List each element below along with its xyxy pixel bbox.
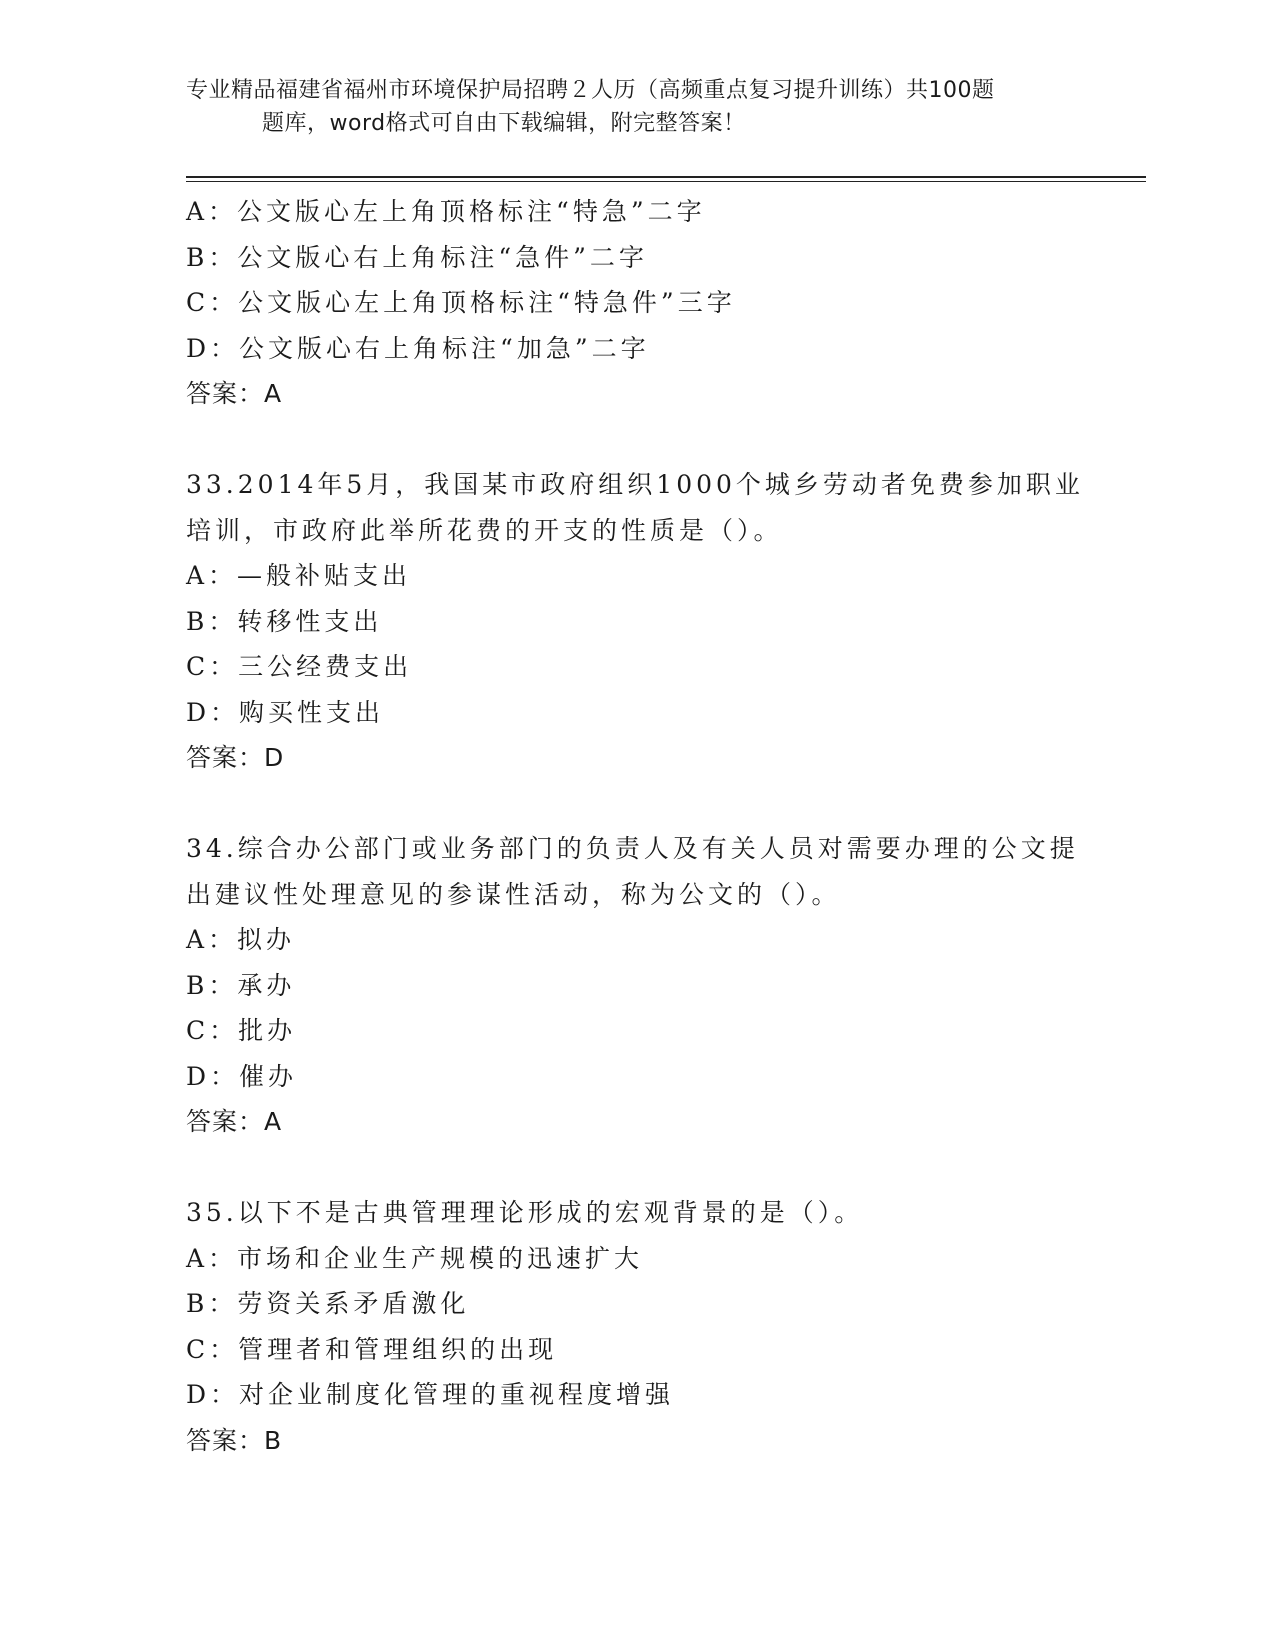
option-d: D：催办 (186, 1061, 298, 1091)
question-block-34 (186, 826, 1086, 1145)
question-text-line: 35.以下不是古典管理理论形成的宏观背景的是（）。 (186, 1198, 864, 1227)
answer-line: 答案：A (186, 1107, 283, 1136)
answer-line: 答案：B (186, 1425, 283, 1455)
question-text-line: 出建议性处理意见的参谋性活动，称为公文的（）。 (186, 879, 841, 909)
header-title-line2: 题库，word格式可自由下载编辑，附完整答案！ (262, 111, 746, 136)
question-block-35 (186, 1190, 1086, 1463)
header-title-line1: 专业精品福建省福州市环境保护局招聘２人历（高频重点复习提升训练）共100题 (186, 78, 995, 103)
option-c: C：三公经费支出 (186, 652, 413, 681)
header-rule-thick (186, 176, 1146, 178)
question-block-33 (186, 462, 1086, 781)
option-a: A：拟办 (186, 925, 296, 954)
document-header (186, 74, 1086, 140)
option-c: C：管理者和管理组织的出现 (186, 1334, 558, 1364)
option-a: A：—般补贴支出 (186, 561, 412, 590)
option-b: B：公文版心右上角标注“急件”二字 (186, 242, 648, 272)
question-text-line: 34.综合办公部门或业务部门的负责人及有关人员对需要办理的公文提 (186, 834, 1079, 863)
question-list (186, 189, 1086, 1463)
option-d: D：对企业制度化管理的重视程度增强 (186, 1380, 675, 1409)
option-b: B：转移性支出 (186, 606, 383, 636)
question-text-line: 培训，市政府此举所花费的开支的性质是（）。 (186, 515, 783, 545)
question-block-32-continued (186, 189, 1086, 417)
option-d: D：购买性支出 (186, 697, 385, 727)
option-c: C：批办 (186, 1016, 297, 1045)
option-a: A：市场和企业生产规模的迅速扩大 (186, 1243, 644, 1273)
answer-line: 答案：D (186, 743, 285, 772)
option-b: B：承办 (186, 970, 296, 1000)
option-d: D：公文版心右上角标注“加急”二字 (186, 333, 650, 363)
question-text-line: 33.2014年5月，我国某市政府组织1000个城乡劳动者免费参加职业 (186, 470, 1084, 499)
option-a: A：公文版心左上角顶格标注“特急”二字 (186, 197, 706, 226)
header-rule-thin (186, 181, 1146, 182)
option-b: B：劳资关系矛盾激化 (186, 1289, 470, 1318)
answer-line: 答案：A (186, 379, 283, 408)
option-c: C：公文版心左上角顶格标注“特急件”三字 (186, 288, 736, 317)
